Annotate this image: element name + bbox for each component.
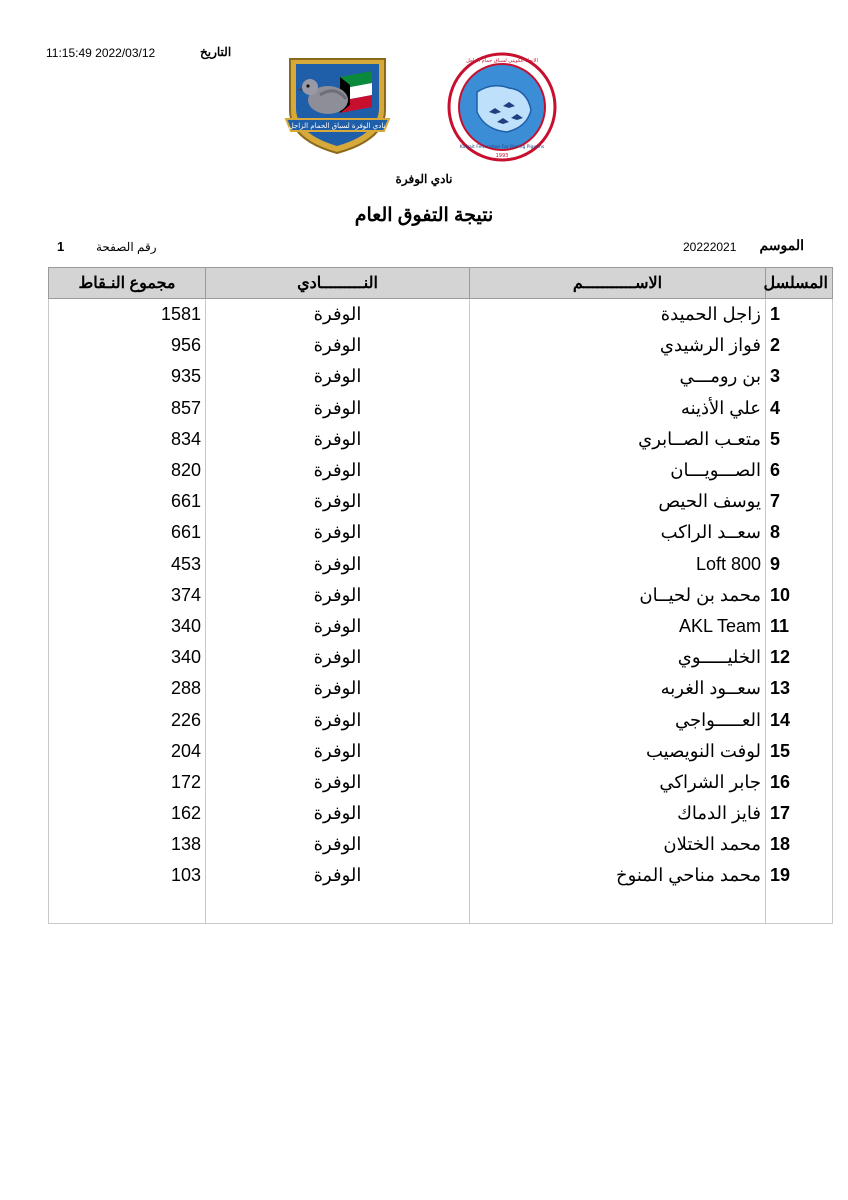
cell-club: الوفرة (206, 517, 470, 548)
cell-points: 956 (49, 330, 206, 361)
cell-club: الوفرة (206, 330, 470, 361)
club-logo (280, 55, 395, 155)
cell-serial: 5 (766, 424, 833, 455)
cell-club: الوفرة (206, 798, 470, 829)
cell-points: 204 (49, 736, 206, 767)
cell-name: محمد الختلان (470, 829, 766, 860)
table-row (49, 517, 833, 548)
table-row (49, 424, 833, 455)
cell-club: الوفرة (206, 424, 470, 455)
spacer-cell (470, 892, 766, 924)
table-end-spacer (49, 892, 833, 924)
cell-name: لوفت النويصيب (470, 736, 766, 767)
federation-logo (447, 52, 557, 162)
cell-points: 834 (49, 424, 206, 455)
cell-club: الوفرة (206, 361, 470, 392)
cell-club: الوفرة (206, 580, 470, 611)
cell-club: الوفرة (206, 860, 470, 891)
cell-points: 374 (49, 580, 206, 611)
cell-points: 340 (49, 611, 206, 642)
cell-points: 103 (49, 860, 206, 891)
cell-points: 857 (49, 393, 206, 424)
cell-club: الوفرة (206, 455, 470, 486)
date-value: 11:15:49 2022/03/12 (46, 46, 156, 60)
cell-serial: 4 (766, 393, 833, 424)
column-header-club: النـــــــــادي (206, 268, 470, 299)
cell-points: 1581 (49, 299, 206, 331)
season-label: الموسم (759, 237, 804, 253)
table-row (49, 580, 833, 611)
cell-name: الصـــويـــان (470, 455, 766, 486)
cell-serial: 6 (766, 455, 833, 486)
column-header-name: الاســـــــــــم (470, 268, 766, 299)
cell-serial: 16 (766, 767, 833, 798)
cell-name: زاجل الحميدة (470, 299, 766, 331)
table-row (49, 829, 833, 860)
cell-name: Loft 800 (470, 549, 766, 580)
cell-name: محمد مناحي المنوخ (470, 860, 766, 891)
federation-logo-text-bottom: Kuwait Federation For Racing Pigeons (459, 145, 545, 150)
cell-points: 935 (49, 361, 206, 392)
results-table (48, 267, 833, 924)
column-header-serial: المسلسل (766, 268, 833, 299)
table-row (49, 486, 833, 517)
cell-serial: 3 (766, 361, 833, 392)
cell-club: الوفرة (206, 767, 470, 798)
cell-points: 661 (49, 486, 206, 517)
cell-name: محمد بن لحيــان (470, 580, 766, 611)
cell-serial: 10 (766, 580, 833, 611)
federation-logo-text-top: الاتحاد الكويتي لسباق حمام الزاجل (466, 58, 538, 64)
club-name: نادي الوفرة (395, 172, 453, 186)
cell-club: الوفرة (206, 736, 470, 767)
cell-name: يوسف الحيص (470, 486, 766, 517)
cell-serial: 17 (766, 798, 833, 829)
cell-points: 138 (49, 829, 206, 860)
date-label: التاريخ (200, 45, 232, 59)
cell-name: AKL Team (470, 611, 766, 642)
cell-serial: 8 (766, 517, 833, 548)
cell-name: العـــــواجي (470, 704, 766, 735)
table-body (49, 299, 833, 924)
cell-club: الوفرة (206, 549, 470, 580)
cell-serial: 13 (766, 673, 833, 704)
table-header-row (49, 268, 833, 299)
table-row (49, 549, 833, 580)
season-value: 20222021 (683, 240, 737, 254)
cell-club: الوفرة (206, 299, 470, 331)
cell-serial: 11 (766, 611, 833, 642)
cell-points: 453 (49, 549, 206, 580)
page-number-label: رقم الصفحة (96, 240, 157, 254)
cell-serial: 19 (766, 860, 833, 891)
cell-serial: 15 (766, 736, 833, 767)
table-row (49, 361, 833, 392)
cell-serial: 1 (766, 299, 833, 331)
spacer-cell (49, 892, 206, 924)
table-row (49, 798, 833, 829)
cell-club: الوفرة (206, 393, 470, 424)
cell-serial: 12 (766, 642, 833, 673)
cell-serial: 9 (766, 549, 833, 580)
table-row (49, 611, 833, 642)
cell-points: 172 (49, 767, 206, 798)
cell-serial: 14 (766, 704, 833, 735)
cell-points: 226 (49, 704, 206, 735)
table-row (49, 642, 833, 673)
cell-name: متعـب الصــابري (470, 424, 766, 455)
cell-name: علي الأذينه (470, 393, 766, 424)
spacer-cell (206, 892, 470, 924)
cell-points: 288 (49, 673, 206, 704)
cell-points: 661 (49, 517, 206, 548)
cell-points: 820 (49, 455, 206, 486)
club-logo-text: نادي الوفرة لسباق الحمام الزاجل (288, 122, 386, 130)
cell-name: سعــد الراكب (470, 517, 766, 548)
cell-club: الوفرة (206, 829, 470, 860)
cell-serial: 18 (766, 829, 833, 860)
cell-name: جابر الشراكي (470, 767, 766, 798)
table-row (49, 673, 833, 704)
page-number: 1 (57, 239, 65, 254)
table-row (49, 736, 833, 767)
table-row (49, 455, 833, 486)
cell-name: الخليـــــوي (470, 642, 766, 673)
cell-serial: 7 (766, 486, 833, 517)
cell-club: الوفرة (206, 486, 470, 517)
cell-club: الوفرة (206, 611, 470, 642)
table-row (49, 860, 833, 891)
table-row (49, 299, 833, 331)
cell-club: الوفرة (206, 642, 470, 673)
cell-name: فواز الرشيدي (470, 330, 766, 361)
cell-points: 340 (49, 642, 206, 673)
table-row (49, 330, 833, 361)
cell-name: سعــود الغربه (470, 673, 766, 704)
cell-club: الوفرة (206, 673, 470, 704)
cell-points: 162 (49, 798, 206, 829)
cell-club: الوفرة (206, 704, 470, 735)
column-header-points: مجموع النـقاط (49, 268, 206, 299)
federation-logo-year: 1993 (495, 153, 509, 159)
cell-name: بن رومـــي (470, 361, 766, 392)
table-row (49, 767, 833, 798)
table-row (49, 704, 833, 735)
report-title: نتيجة التفوق العام (354, 205, 494, 226)
table-row (49, 393, 833, 424)
spacer-cell (766, 892, 833, 924)
cell-name: فايز الدماك (470, 798, 766, 829)
cell-serial: 2 (766, 330, 833, 361)
